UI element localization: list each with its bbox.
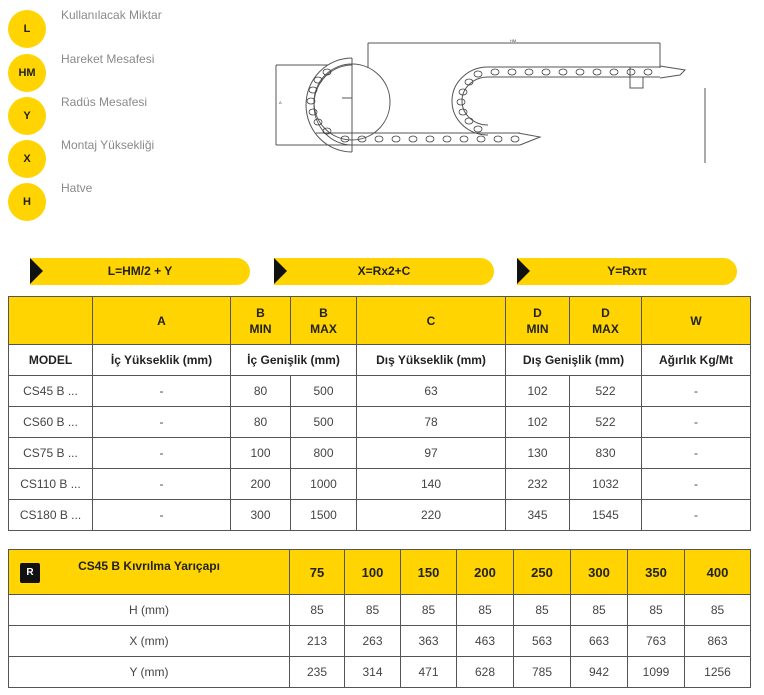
table-cell: 1000 [291, 469, 357, 500]
table-cell: 1256 [685, 657, 751, 688]
column-name: İç Yükseklik (mm) [93, 345, 231, 376]
table-cell: 942 [571, 657, 628, 688]
table-cell: 563 [514, 626, 571, 657]
table-cell: 200 [231, 469, 291, 500]
formula-pill-y [517, 258, 737, 285]
table-cell: - [642, 500, 751, 531]
table-cell: - [642, 469, 751, 500]
table-cell: 213 [290, 626, 345, 657]
table-header [9, 550, 751, 595]
table-cell: CS75 B ... [9, 438, 93, 469]
table-cell: 78 [357, 407, 506, 438]
table-cell: - [642, 407, 751, 438]
formula-text: X=Rx2+C [357, 264, 411, 278]
table-cell: 232 [506, 469, 570, 500]
legend-item-h [8, 183, 208, 223]
table-cell: 663 [571, 626, 628, 657]
radius-header: 250 [514, 550, 571, 595]
table-cell: 130 [506, 438, 570, 469]
table-row [9, 407, 751, 438]
table-cell: 1545 [570, 500, 642, 531]
table-cell: 85 [571, 595, 628, 626]
header-cell [570, 297, 642, 345]
header-letter: D MIN [526, 305, 549, 336]
radius-header: 200 [457, 550, 514, 595]
legend-text: Kullanılacak Miktar [61, 8, 162, 22]
cable-chain-diagram [270, 38, 720, 168]
header-letter: B MAX [310, 305, 337, 336]
legend-text: Hareket Mesafesi [61, 52, 155, 66]
legend-item-l [8, 10, 208, 50]
formula-pill-l [30, 258, 250, 285]
legend-badge: HM [8, 54, 46, 92]
models-table [8, 296, 751, 531]
table-cell: 80 [231, 376, 291, 407]
table-cell: - [93, 438, 231, 469]
radius-header: 350 [628, 550, 685, 595]
table-cell: 345 [506, 500, 570, 531]
table-cell: 1500 [291, 500, 357, 531]
formula-text: L=HM/2 + Y [107, 264, 173, 278]
table-row [9, 657, 751, 688]
header-cell: W [642, 297, 751, 345]
table-cell: - [93, 407, 231, 438]
table-cell: - [93, 500, 231, 531]
table-row [9, 626, 751, 657]
legend-badge: H [8, 183, 46, 221]
table-header-names [9, 345, 751, 376]
table-cell: 85 [628, 595, 685, 626]
row-label: X (mm) [9, 626, 290, 657]
table-cell: 85 [290, 595, 345, 626]
table-cell: - [642, 376, 751, 407]
table-cell: 522 [570, 376, 642, 407]
legend-badge: L [8, 10, 46, 48]
column-name: Dış Yükseklik (mm) [357, 345, 506, 376]
radius-header: 100 [345, 550, 401, 595]
table-cell: 85 [457, 595, 514, 626]
table-cell: 80 [231, 407, 291, 438]
table-cell: 263 [345, 626, 401, 657]
table-cell: - [93, 469, 231, 500]
header-cell: A [93, 297, 231, 345]
formula-text: Y=Rxπ [607, 264, 647, 278]
radius-header: 150 [401, 550, 457, 595]
legend-badge: X [8, 140, 46, 178]
table-cell: CS45 B ... [9, 376, 93, 407]
radius-badge: R [20, 563, 40, 583]
table-cell: 220 [357, 500, 506, 531]
legend-badge: Y [8, 97, 46, 135]
table-cell: CS180 B ... [9, 500, 93, 531]
table-cell: 102 [506, 407, 570, 438]
table-title: CS45 B Kıvrılma Yarıçapı [78, 559, 220, 573]
header-cell: C [357, 297, 506, 345]
radius-header: 75 [290, 550, 345, 595]
legend-item-x [8, 140, 208, 180]
table-cell: 102 [506, 376, 570, 407]
header-letter: B MIN [249, 305, 272, 336]
header-cell [506, 297, 570, 345]
table-cell: 628 [457, 657, 514, 688]
table-row [9, 595, 751, 626]
table-cell: 785 [514, 657, 571, 688]
table-cell: 463 [457, 626, 514, 657]
table-cell: 63 [357, 376, 506, 407]
table-cell: - [642, 438, 751, 469]
table-cell: 85 [514, 595, 571, 626]
header-letter: D MAX [592, 305, 619, 336]
header-cell [291, 297, 357, 345]
table-row [9, 500, 751, 531]
table-cell: 522 [570, 407, 642, 438]
hm-dimension-label: HM [510, 38, 517, 43]
legend-text: Radüs Mesafesi [61, 95, 148, 109]
table-cell: 97 [357, 438, 506, 469]
radius-header: 400 [685, 550, 751, 595]
column-name: MODEL [9, 345, 93, 376]
legend-item-y [8, 97, 208, 137]
bending-radius-table [8, 549, 751, 688]
legend-text: Hatve [61, 181, 93, 195]
a-dimension-label: A [279, 100, 282, 105]
table-cell: 300 [231, 500, 291, 531]
table-cell: 100 [231, 438, 291, 469]
header-cell [9, 297, 93, 345]
legend-text: Montaj Yüksekliği [61, 138, 155, 152]
table-cell: CS110 B ... [9, 469, 93, 500]
table-cell: CS60 B ... [9, 407, 93, 438]
table-cell: 1099 [628, 657, 685, 688]
table-cell: 471 [401, 657, 457, 688]
table-cell: 763 [628, 626, 685, 657]
radius-header: 300 [571, 550, 628, 595]
table-cell: 85 [401, 595, 457, 626]
table-cell: 1032 [570, 469, 642, 500]
table-cell: 500 [291, 376, 357, 407]
table-cell: 363 [401, 626, 457, 657]
row-label: Y (mm) [9, 657, 290, 688]
table-cell: 235 [290, 657, 345, 688]
column-name: Ağırlık Kg/Mt [642, 345, 751, 376]
table-header-letters [9, 297, 751, 345]
row-label: H (mm) [9, 595, 290, 626]
table-row [9, 438, 751, 469]
table-cell: 500 [291, 407, 357, 438]
column-name: İç Genişlik (mm) [231, 345, 357, 376]
table-cell: 863 [685, 626, 751, 657]
table-title-cell [9, 550, 290, 595]
table-cell: 800 [291, 438, 357, 469]
header-cell [231, 297, 291, 345]
table-cell: 314 [345, 657, 401, 688]
table-cell: 85 [345, 595, 401, 626]
legend-item-hm [8, 54, 208, 94]
table-row [9, 469, 751, 500]
table-cell: - [93, 376, 231, 407]
table-cell: 85 [685, 595, 751, 626]
formula-pill-x [274, 258, 494, 285]
table-row [9, 376, 751, 407]
column-name: Dış Genişlik (mm) [506, 345, 642, 376]
table-cell: 140 [357, 469, 506, 500]
table-cell: 830 [570, 438, 642, 469]
